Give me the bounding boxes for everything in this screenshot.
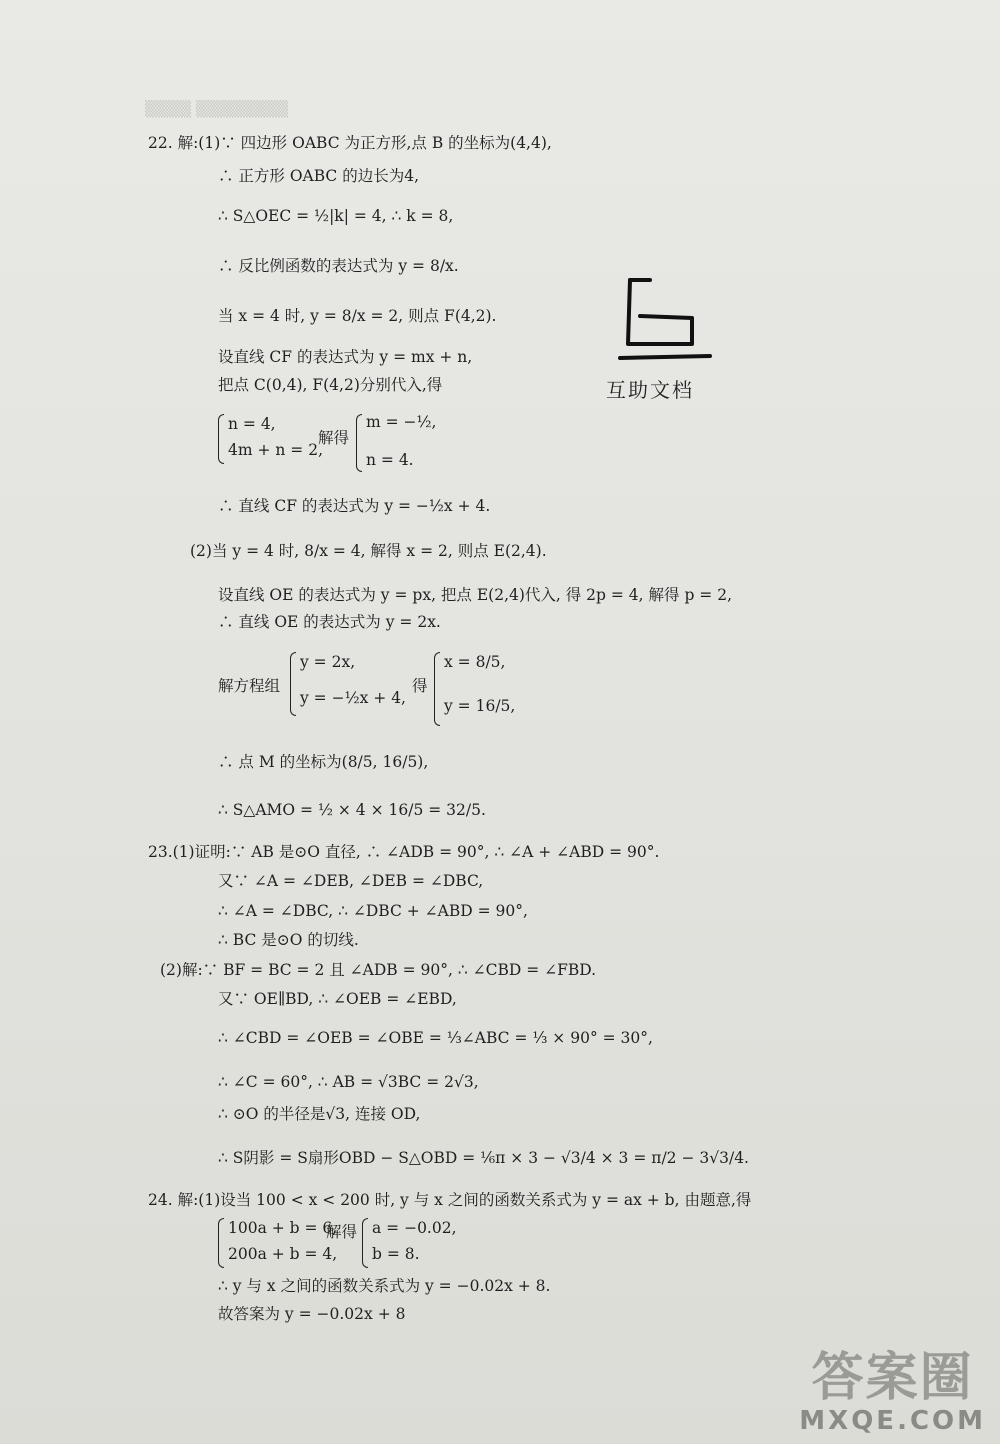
solve-word: 解得 (318, 429, 350, 447)
line-22-m: ∴ 点 M 的坐标为(8/5, 16/5), (218, 753, 429, 771)
brace (218, 414, 224, 464)
line-23-9: ∴ ⊙O 的半径是√3, 连接 OD, (218, 1105, 421, 1123)
line-22-2-2: 设直线 OE 的表达式为 y = px, 把点 E(2,4)代入, 得 2p = 4, 解得 p = 2, (218, 586, 733, 604)
bleed-through-text: ▒▒▒▒ ▒▒▒▒▒▒▒▒ (145, 100, 289, 118)
brace (290, 652, 296, 716)
solve-word-24: 解得 (326, 1223, 358, 1241)
line-24-1: 24. 解:(1)设当 100 < x < 200 时, y 与 x 之间的函数关系式为 y = ax + b, 由题意,得 (148, 1191, 752, 1209)
line-22-2-1: (2)当 y = 4 时, 8/x = 4, 解得 x = 2, 则点 E(2,4). (190, 542, 547, 560)
watermark-url: MXQE.COM (799, 1406, 986, 1436)
eq-y-half: y = −½x + 4, (300, 689, 406, 707)
line-24-3: ∴ y 与 x 之间的函数关系式为 y = −0.02x + 8. (218, 1277, 551, 1295)
sol-m: m = −½, (366, 413, 437, 431)
eq-n: n = 4, (228, 415, 276, 433)
line-23-6: 又∵ OE∥BD, ∴ ∠OEB = ∠EBD, (218, 990, 457, 1008)
line-24-4: 故答案为 y = −0.02x + 8 (218, 1305, 406, 1323)
eq-100a: 100a + b = 6, (228, 1219, 338, 1237)
get-word: 得 (412, 677, 428, 695)
solve-system-word: 解方程组 (218, 677, 281, 695)
line-22-3: ∴ S△OEC = ½|k| = 4, ∴ k = 8, (218, 207, 454, 225)
sol-y: y = 16/5, (444, 697, 516, 715)
eq-200a: 200a + b = 4, (228, 1245, 338, 1263)
line-23-5: (2)解:∵ BF = BC = 2 且 ∠ADB = 90°, ∴ ∠CBD = ∠FBD. (160, 961, 597, 979)
brace (362, 1218, 368, 1268)
line-22-2: ∴ 正方形 OABC 的边长为4, (218, 167, 420, 185)
eq-4m: 4m + n = 2, (228, 441, 324, 459)
line-22-4: ∴ 反比例函数的表达式为 y = 8/x. (218, 257, 459, 275)
line-22-7: 把点 C(0,4), F(4,2)分别代入,得 (218, 376, 443, 394)
watermark-title: 答案圈 (811, 1348, 974, 1408)
line-23-8: ∴ ∠C = 60°, ∴ AB = √3BC = 2√3, (218, 1073, 479, 1091)
brace (218, 1218, 224, 1268)
line-22-5: 当 x = 4 时, y = 8/x = 2, 则点 F(4,2). (218, 307, 497, 325)
sol-n: n = 4. (366, 451, 414, 469)
brace (434, 652, 440, 726)
brace (356, 414, 362, 472)
line-23-10: ∴ S阴影 = S扇形OBD − S△OBD = ⅙π × 3 − √3/4 × 3 = π/2 − 3√3/4. (218, 1149, 749, 1167)
line-23-3: ∴ ∠A = ∠DBC, ∴ ∠DBC + ∠ABD = 90°, (218, 902, 528, 920)
line-23-4: ∴ BC 是⊙O 的切线. (218, 931, 359, 949)
line-22-1: 22. 解:(1)∵ 四边形 OABC 为正方形,点 B 的坐标为(4,4), (148, 134, 552, 152)
line-22-area: ∴ S△AMO = ½ × 4 × 16/5 = 32/5. (218, 801, 486, 819)
eq-y2x: y = 2x, (300, 653, 356, 671)
line-23-2: 又∵ ∠A = ∠DEB, ∠DEB = ∠DBC, (218, 872, 484, 890)
handwriting-caption: 互助文档 (606, 378, 694, 402)
line-23-7: ∴ ∠CBD = ∠OEB = ∠OBE = ⅓∠ABC = ⅓ × 90° = 30°, (218, 1029, 653, 1047)
line-22-6: 设直线 CF 的表达式为 y = mx + n, (218, 348, 473, 366)
sol-b: b = 8. (372, 1245, 420, 1263)
line-23-1: 23.(1)证明:∵ AB 是⊙O 直径, ∴ ∠ADB = 90°, ∴ ∠A + ∠ABD = 90°. (148, 843, 660, 861)
line-22-2-3: ∴ 直线 OE 的表达式为 y = 2x. (218, 613, 441, 631)
sol-x: x = 8/5, (444, 653, 506, 671)
watermark-logo (799, 1350, 986, 1436)
sol-a: a = −0.02, (372, 1219, 457, 1237)
line-22-cf: ∴ 直线 CF 的表达式为 y = −½x + 4. (218, 497, 491, 515)
